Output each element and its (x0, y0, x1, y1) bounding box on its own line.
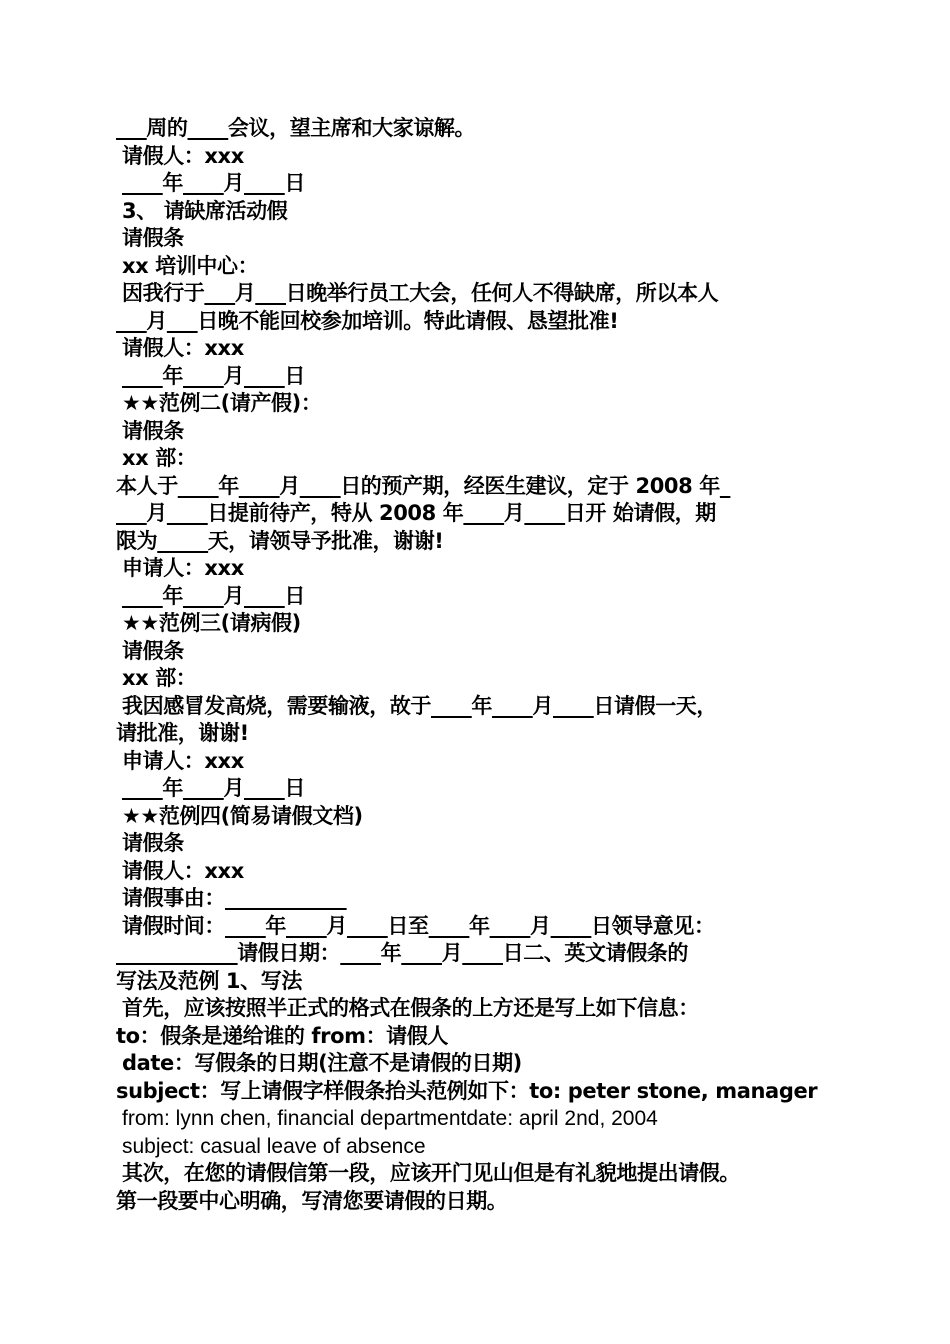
text-line: ___月___日晚不能回校参加培训。特此请假、恳望批准! (116, 308, 619, 333)
text-line: 请假条 (122, 418, 184, 443)
text-line: from: lynn chen, financial departmentdate: april 2nd, 2004 (122, 1107, 658, 1130)
text-line: subject: casual leave of absence (122, 1134, 426, 1158)
text-line: 请假人：xxx (122, 858, 244, 883)
text-line: 本人于____年____月____日的预产期，经医生建议，定于 2008 年_ (116, 473, 730, 498)
text-line: ____年____月____日 (122, 776, 305, 800)
section-heading: 3、 请缺席活动假 (122, 198, 288, 223)
document-page (116, 115, 836, 1215)
section-heading: 写法及范例 1、写法 (116, 968, 302, 993)
text-line: 申请人：xxx (122, 556, 244, 580)
text-line: to：假条是递给谁的 from：请假人 (116, 1023, 448, 1048)
text-line: subject：写上请假字样假条抬头范例如下：to: peter stone, manager (116, 1078, 818, 1103)
text-line: ____年____月____日 (122, 363, 305, 388)
text-line: ___周的____会议，望主席和大家谅解。 (116, 116, 476, 140)
text-line: ____________请假日期：____年____月____日二、英文请假条的 (116, 941, 688, 965)
text-line: 第一段要中心明确，写清您要请假的日期。 (116, 1188, 508, 1213)
text-line: ____年____月____日 (122, 171, 305, 195)
text-line: 请假条 (122, 638, 184, 663)
text-line: ____年____月____日 (122, 583, 305, 608)
text-line: 因我行于___月___日晚举行员工大会，任何人不得缺席，所以本人 (122, 281, 719, 305)
section-heading: ★★范例四(简易请假文档) (122, 803, 363, 828)
text-line: 请假时间：____年____月____日至____年____月____日领导意见： (122, 913, 715, 938)
text-line: 请假条 (122, 226, 184, 250)
text-line: 请批准，谢谢! (116, 721, 249, 745)
section-heading: ★★范例三(请病假) (122, 611, 301, 635)
text-line: 请假人：xxx (122, 336, 244, 360)
section-heading: ★★范例二(请产假)： (122, 391, 322, 415)
text-line: date：写假条的日期(注意不是请假的日期) (122, 1051, 522, 1075)
text-line: 请假条 (122, 831, 184, 855)
text-line: 首先，应该按照半正式的格式在假条的上方还是写上如下信息： (122, 996, 699, 1020)
text-line: 其次，在您的请假信第一段，应该开门见山但是有礼貌地提出请假。 (122, 1161, 740, 1185)
text-line: 限为_____天，请领导予批准，谢谢! (116, 528, 444, 553)
text-line: 请假人：xxx (122, 143, 244, 168)
text-line: 我因感冒发高烧，需要输液，故于____年____月____日请假一天， (122, 693, 717, 718)
text-line: xx 培训中心： (122, 253, 259, 278)
text-line: xx 部： (122, 446, 197, 470)
text-line: ___月____日提前待产，特从 2008 年____月____日开 始请假，期 (116, 501, 716, 525)
text-line: 申请人：xxx (122, 748, 244, 773)
text-line: 请假事由：____________ (122, 886, 347, 910)
text-line: xx 部： (122, 666, 197, 690)
